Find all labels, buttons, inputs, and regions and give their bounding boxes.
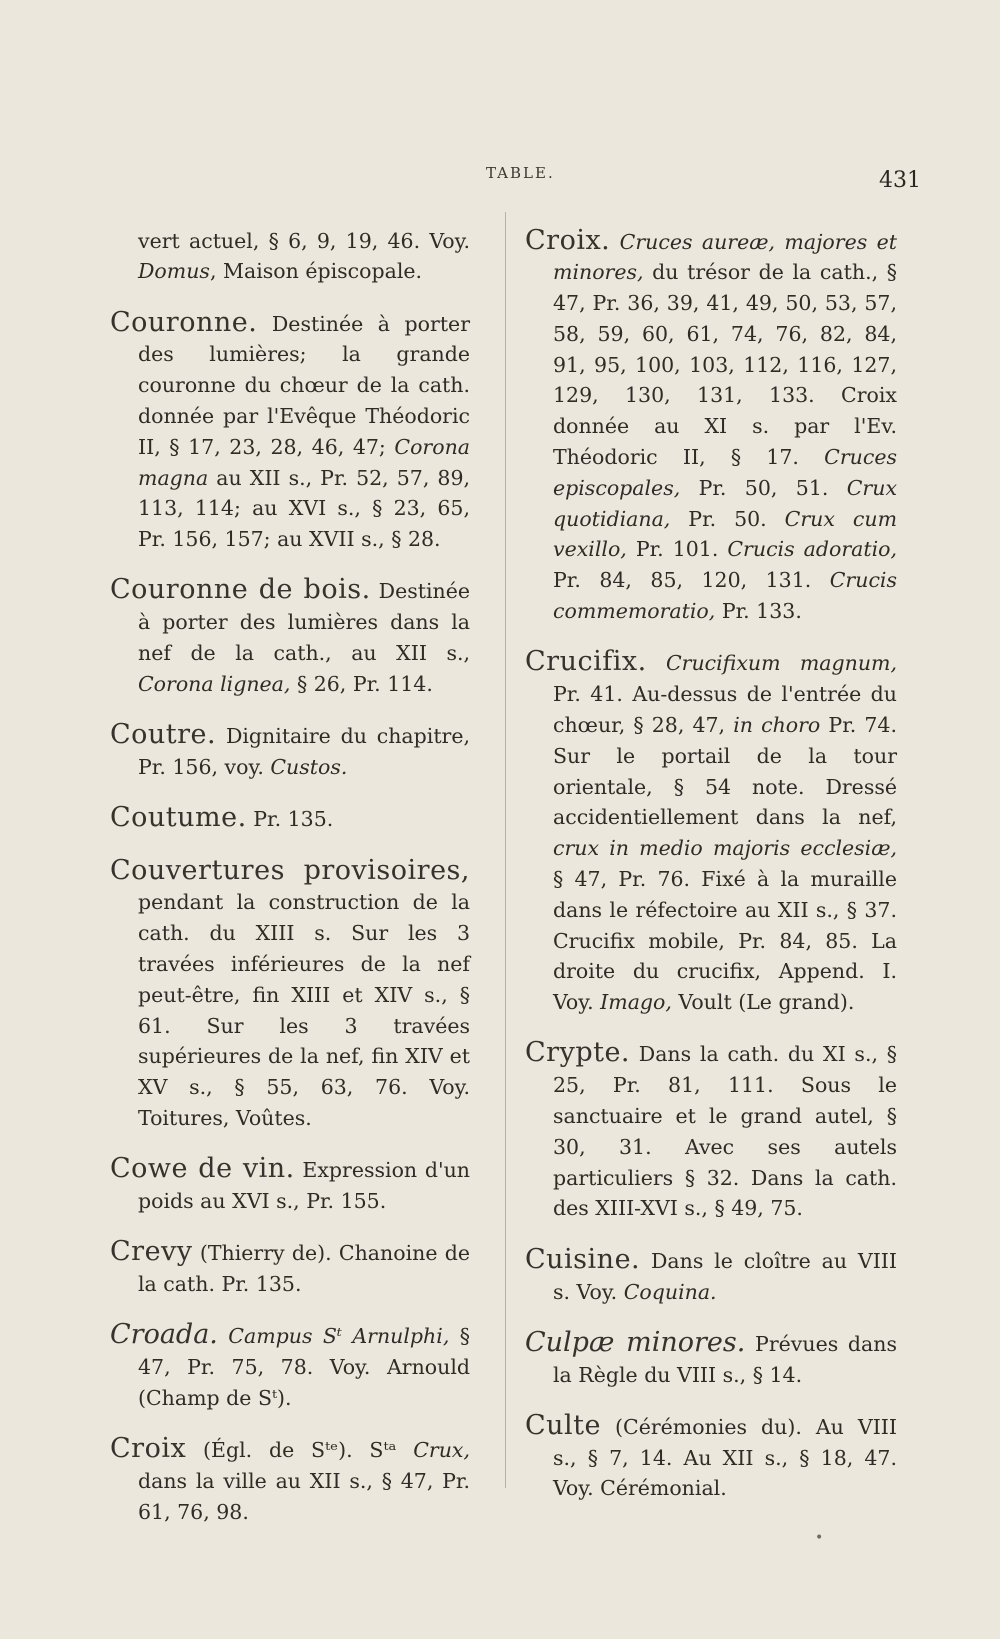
entry-text: Dans la cath. du XI s., § 25, Pr. 81, 111. Sous le sanctuaire et le grand autel, § 30, 31. Avec ses autels particuliers § 32. Dans la cath. des XIII-XVI s., § 49, 75. <box>553 1042 897 1221</box>
index-entry <box>110 1154 470 1217</box>
ink-speck: • <box>815 1530 824 1546</box>
entry-headword: Couronne. <box>110 306 258 338</box>
entry-latin-term: Crucis adoratio, <box>727 537 897 562</box>
entry-text: § 47, Pr. 75, 78. Voy. Arnould (Champ de Sᵗ). <box>138 1324 470 1410</box>
entry-headword: Croada. <box>110 1319 218 1351</box>
entry-text: Voult (Le grand). <box>671 990 855 1015</box>
entry-headword: Croix. <box>525 224 611 256</box>
entry-text: Prévues dans la Règle du VIII s., § 14. <box>553 1331 898 1387</box>
entry-text: Pr. 101. <box>626 537 728 562</box>
entry-latin-term: in choro <box>733 712 821 737</box>
index-entry <box>110 1320 470 1413</box>
entry-text: , Maison épiscopale. <box>209 259 423 284</box>
entry-headword: Croix <box>110 1433 187 1465</box>
entry-latin-term: Imago, <box>600 990 672 1015</box>
entry-headword: Coutume. <box>110 802 247 834</box>
entry-latin-term: Corona magna <box>138 434 470 490</box>
index-entry <box>525 1245 897 1308</box>
index-entry <box>525 647 897 1018</box>
column-divider <box>505 212 506 1488</box>
entry-text: Pr. 135. <box>246 807 334 832</box>
index-entry <box>110 856 470 1134</box>
index-entry <box>110 720 470 783</box>
entry-latin-term: Cruces aureæ, majores et minores, <box>553 229 897 285</box>
index-entry <box>110 308 470 555</box>
index-entry <box>110 803 470 835</box>
index-entry <box>110 575 470 699</box>
left-column <box>110 205 470 1536</box>
entry-text: dans la ville au XII s., § 47, Pr. 61, 76, 98. <box>138 1469 470 1524</box>
entry-text: du trésor de la cath., § 47, Pr. 36, 39, 41, 49, 50, 53, 57, 58, 59, 60, 61, 74, 76, 82, 84, 91, 95, 100, 103, 112, 116, 127, 129, 130, 131, 133. Croix donnée au XI s. par l'Ev. Théodoric II, § 17. <box>553 260 897 470</box>
entry-text: pendant la construction de la cath. du XIII s. Sur les 3 travées inférieures de la nef peut-être, fin XIII et XIV s., § 61. Sur les 3 travées supérieures de la nef, fin XIV et XV s., § 55, 63, 76. Voy. Toitures, Voûtes. <box>138 890 470 1130</box>
right-column <box>525 205 897 1512</box>
entry-latin-term: Campus Sᵗ Arnulphi, <box>228 1324 450 1349</box>
entry-headword: Culte <box>525 1409 602 1441</box>
index-entry <box>110 226 470 288</box>
page-number: 431 <box>879 168 921 193</box>
index-entry <box>525 1411 897 1504</box>
entry-latin-term: Crux cum vexillo, <box>553 506 898 562</box>
entry-headword: Cuisine. <box>525 1243 641 1275</box>
entry-text <box>610 230 619 254</box>
entry-latin-term: Cruces episcopales, <box>553 445 897 500</box>
entry-headword: Couvertures provisoires, <box>110 854 470 886</box>
entry-text: Dans le cloître au VIII s. Voy. <box>553 1248 897 1304</box>
entry-text: § 47, Pr. 76. Fixé à la muraille dans le réfectoire au XII s., § 37. Crucifix mobile, Pr. 84, 85. La droite du crucifix, Append. I. Voy. <box>553 866 897 1015</box>
entry-latin-term: Coquina. <box>623 1279 717 1304</box>
entry-latin-term: Corona lignea, <box>138 671 291 696</box>
entry-text: (Cérémonies du). Au VIII s., § 7, 14. Au XII s., § 18, 47. Voy. Cérémonial. <box>553 1414 897 1501</box>
entry-headword: Crucifix. <box>525 646 647 678</box>
entry-headword: Couronne de bois. <box>110 574 371 606</box>
index-entry <box>110 1237 470 1300</box>
entry-latin-term: Crux, <box>413 1438 470 1463</box>
index-entry <box>525 226 897 627</box>
entry-text: Pr. 84, 85, 120, 131. <box>553 568 830 593</box>
entry-latin-term: Crucifixum magnum, <box>665 651 897 676</box>
entry-headword: Crevy <box>110 1236 193 1268</box>
entry-text: au XII s., Pr. 52, 57, 89, 113, 114; au XVI s., § 23, 65, Pr. 156, 157; au XVII s., § 28. <box>138 465 470 552</box>
entry-latin-term: Crucis commemoratio, <box>553 568 897 624</box>
entry-latin-term: Crux quotidiana, <box>553 475 897 531</box>
entry-headword: Cowe de vin. <box>110 1153 295 1185</box>
entry-text: Pr. 50. <box>670 506 785 531</box>
entry-headword: Culpæ minores. <box>525 1326 746 1358</box>
entry-text: (Égl. de Sᵗᵉ). Sᵗᵃ <box>186 1438 414 1463</box>
entry-text: Dignitaire du chapitre, Pr. 156, voy. <box>138 724 470 779</box>
entry-headword: Crypte. <box>525 1037 631 1069</box>
entry-text: Destinée à porter des lumières dans la nef de la cath., au XII s., <box>138 579 470 666</box>
entry-text: Destinée à porter des lumières; la grande couronne du chœur de la cath. donnée par l'Evêque Théodoric II, § 17, 23, 28, 46, 47; <box>138 311 470 459</box>
index-entry <box>525 1328 897 1391</box>
index-entry <box>110 1434 470 1527</box>
entry-text: Pr. 41. Au-dessus de l'entrée du chœur, § 28, 47, <box>553 682 897 737</box>
entry-latin-term: Domus <box>138 259 210 284</box>
index-entry <box>525 1038 897 1224</box>
entry-latin-term: Custos. <box>270 754 348 779</box>
entry-headword: Coutre. <box>110 719 217 751</box>
entry-text <box>218 1324 228 1348</box>
entry-text: Pr. 50, 51. <box>680 475 847 500</box>
entry-text: (Thierry de). Chanoine de la cath. Pr. 135. <box>138 1241 470 1297</box>
entry-latin-term: crux in medio majoris ecclesiæ, <box>553 836 897 861</box>
entry-text: Expression d'un poids au XVI s., Pr. 155. <box>138 1158 470 1214</box>
entry-text <box>647 651 666 675</box>
running-head: TABLE. <box>486 164 555 182</box>
entry-text: Pr. 133. <box>715 599 802 624</box>
entry-text: § 26, Pr. 114. <box>290 671 433 696</box>
entry-text: Pr. 74. Sur le portail de la tour orientale, § 54 note. Dressé accidentiellement dans la nef, <box>553 712 897 830</box>
entry-text: vert actuel, § 6, 9, 19, 46. Voy. <box>138 228 470 253</box>
